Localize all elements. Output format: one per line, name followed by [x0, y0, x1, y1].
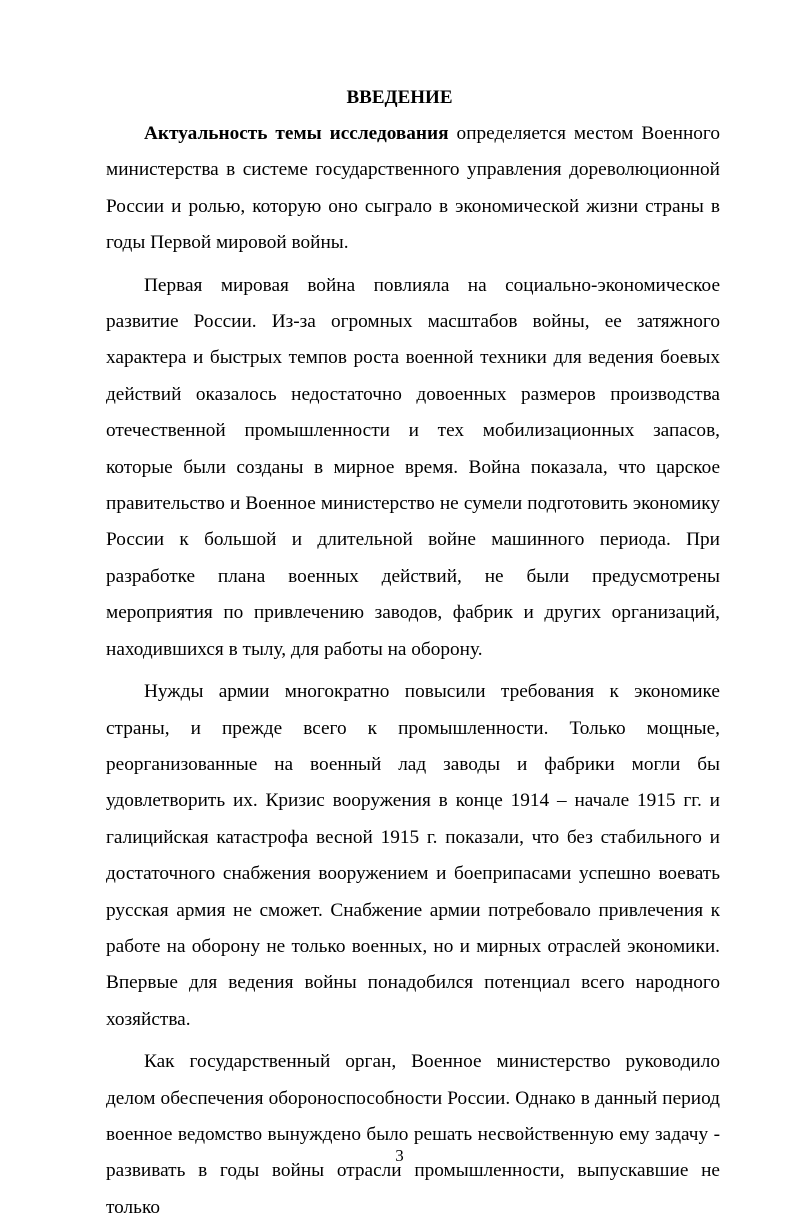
paragraph-relevance — [106, 116, 720, 262]
paragraph-text: определяется местом Военного министерства в системе государственного управления дореволюционной России и ролью, которую оно сыграло в экономической жизни страны в годы Первой мировой войны. — [106, 123, 720, 254]
paragraph-lead: Актуальность темы исследования — [144, 123, 449, 144]
paragraph-text: Как государственный орган, Военное министерство руководило делом обеспечения обороноспособности России. Однако в данный период военное ведомство вынуждено было решать несвойственную ему задачу - развивать в годы войны отрасли промышленности, выпускавшие не только — [106, 1051, 720, 1218]
body-text — [106, 116, 720, 1226]
paragraph-war-ministry — [106, 1044, 720, 1226]
paragraph-war-impact — [106, 268, 720, 668]
page-number: 3 — [395, 1146, 404, 1165]
paragraph-army-needs — [106, 674, 720, 1038]
section-title: ВВЕДЕНИЕ — [346, 87, 453, 108]
paragraph-text: Нужды армии многократно повысили требования к экономике страны, и прежде всего к промышленности. Только мощные, реорганизованные на военный лад заводы и фабрики могли бы удовлетворить их. Кризис вооружения в конце 1914 – начале 1915 гг. и галицийская катастрофа весной 1915 г. показали, что без стабильного и достаточного снабжения вооружением и боеприпасами успешно воевать русская армия не сможет. Снабжение армии потребовало привлечения к работе на оборону не только военных, но и мирных отраслей экономики. Впервые для ведения войны понадобился потенциал всего народного хозяйства. — [106, 681, 720, 1030]
paragraph-text: Первая мировая война повлияла на социально-экономическое развитие России. Из-за огромных масштабов войны, ее затяжного характера и быстрых темпов роста военной техники для ведения боевых действий оказалось недостаточно довоенных размеров производства отечественной промышленности и тех мобилизационных запасов, которые были созданы в мирное время. Война показала, что царское правительство и Военное министерство не сумели подготовить экономику России к большой и длительной войне машинного периода. При разработке плана военных действий, не были предусмотрены мероприятия по привлечению заводов, фабрик и других организаций, находившихся в тылу, для работы на оборону. — [106, 274, 720, 660]
